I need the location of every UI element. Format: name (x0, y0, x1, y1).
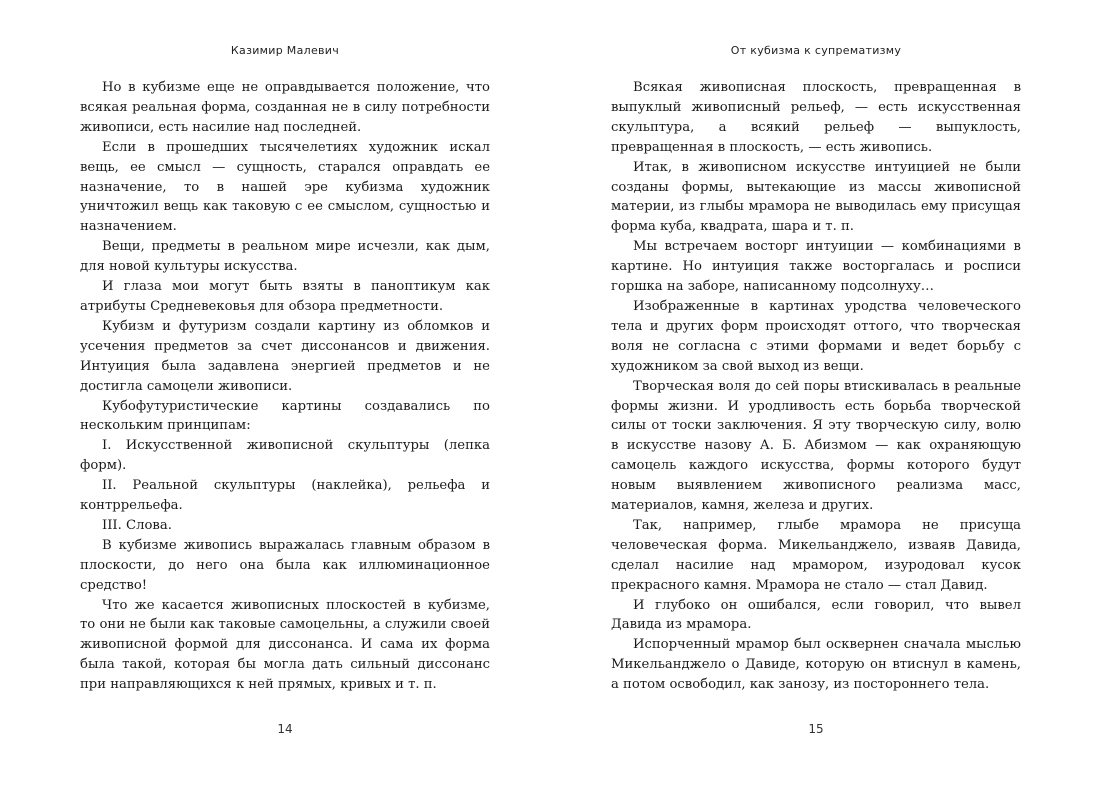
paragraph: II. Реальной скульптуры (наклейка), рельефа и контррельефа. (80, 478, 490, 514)
paragraph: Кубофутуристические картины создавались по нескольким принципам: (80, 398, 490, 434)
paragraph: Всякая живописная плоскость, превращенная в выпуклый живописный рельеф, — есть искусственная скульптура, а всякий рельеф — выпуклость, превращенная в плоскость, — есть живопись. (611, 80, 1021, 155)
running-head-title: От кубизма к супрематизму (730, 44, 902, 57)
paragraph: III. Слова. (102, 517, 172, 533)
paragraph: В кубизме живопись выражалась главным образом в плоскости, до него она была как иллюминационное средство! (80, 537, 490, 593)
paragraph: Что же касается живописных плоскостей в кубизме, то они не были как таковые самоцельны, а служили своей живописной формой для диссонанса. И сама их форма была такой, которая бы могла дать сильный диссонанс при направляющихся к ней прямых, кривых и т. п. (80, 597, 490, 693)
paragraph: Изображенные в картинах уродства человеческого тела и других форм происходят оттого, что творческая воля не согласна с этими формами и ведет борьбу с художником за свой выход из вещи. (611, 298, 1021, 374)
page-number-left: 14 (277, 722, 293, 736)
running-head-author: Казимир Малевич (230, 44, 340, 57)
paragraph: Итак, в живописном искусстве интуицией не были созданы формы, вытекающие из массы живописной материи, из глыбы мрамора не выводилась ему присущая форма куба, квадрата, шара и т. п. (611, 159, 1021, 235)
paragraph: Но в кубизме еще не оправдывается положение, что всякая реальная форма, созданная не в силу потребности живописи, есть насилие над последней. (80, 80, 490, 135)
paragraph: И глаза мои могут быть взяты в паноптикум как атрибуты Средневековья для обзора предметности. (80, 279, 490, 314)
right-page-body (611, 78, 1021, 695)
paragraph: И глубоко он ошибался, если говорил, что вывел Давида из мрамора. (611, 597, 1021, 633)
left-page-body (80, 78, 490, 695)
paragraph: Творческая воля до сей поры втискивалась в реальные формы жизни. И уродливость есть борьба творческой силы от тоски заключения. Я эту творческую силу, волю в искусстве назову А. Б. Абизмом — как охраняющую самоцель каждого искусства, формы которого будут новым выявлением живописного реализма масс, материалов, камня, железа и других. (611, 378, 1021, 514)
left-page (80, 0, 490, 797)
paragraph: Кубизм и футуризм создали картину из обломков и усечения предметов за счет диссонансов и движения. Интуиция была задавлена энергией предметов и не достигла самоцели живописи. (80, 318, 490, 394)
paragraph: Мы встречаем восторг интуиции — комбинациями в картине. Но интуиция также восторгалась и росписи горшка на заборе, написанному подсолнуху… (611, 239, 1021, 295)
paragraph: Вещи, предметы в реальном мире исчезли, как дым, для новой культуры искусства. (80, 239, 490, 275)
page-number-right: 15 (808, 722, 824, 736)
paragraph: Так, например, глыбе мрамора не присуща человеческая форма. Микельанджело, изваяв Давида, сделал насилие над мрамором, изуродовал кусок прекрасного камня. Мрамора не стало — стал Давид. (611, 517, 1021, 593)
right-page (611, 0, 1021, 797)
paragraph: Если в прошедших тысячелетиях художник искал вещь, ее смысл — сущность, старался оправдать ее назначение, то в нашей эре кубизма художник уничтожил вещь как таковую с ее смыслом, сущностью и назначением. (80, 139, 490, 235)
paragraph: Испорченный мрамор был осквернен сначала мыслью Микельанджело о Давиде, которую он втиснул в камень, а потом освободил, как занозу, из постороннего тела. (611, 637, 1021, 693)
paragraph: I. Искусственной живописной скульптуры (лепка форм). (80, 438, 490, 474)
